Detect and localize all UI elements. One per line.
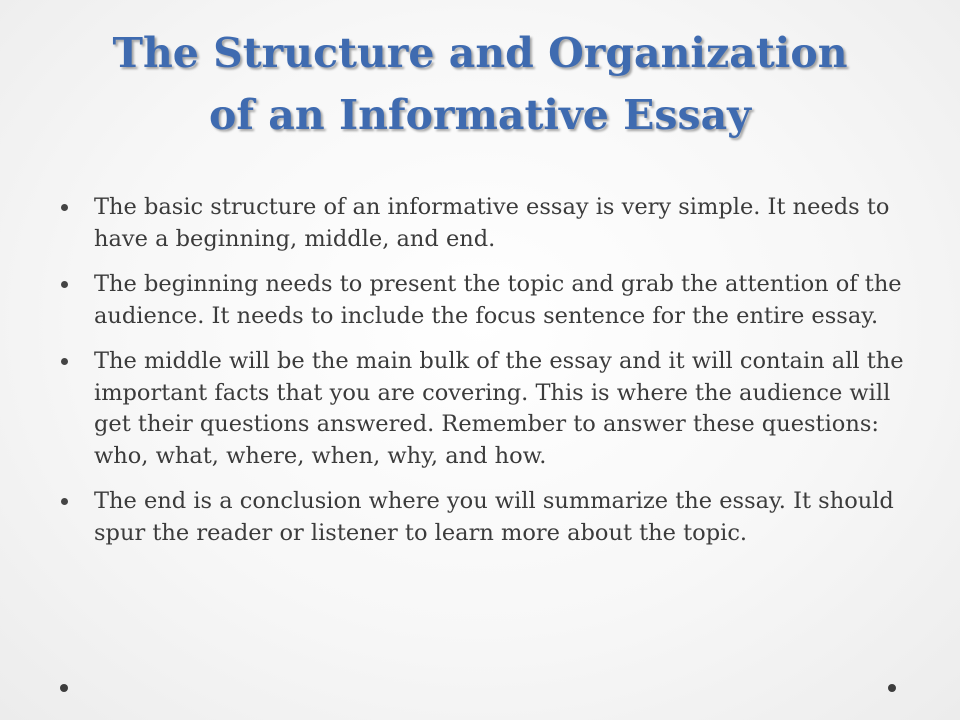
bullet-icon [61, 204, 68, 211]
bullet-list [56, 192, 912, 563]
title-line-1: The Structure and Organization [112, 29, 848, 77]
list-item [56, 486, 912, 549]
bullet-icon [61, 281, 68, 288]
bullet-text: The basic structure of an informative essay is very simple. It needs to have a beginning, middle, and end. [94, 194, 890, 252]
list-item [56, 346, 912, 472]
decorative-dot-icon [888, 684, 896, 692]
bullet-text: The end is a conclusion where you will summarize the essay. It should spur the reader or listener to learn more about the topic. [94, 488, 894, 546]
bullet-text: The beginning needs to present the topic and grab the attention of the audience. It needs to include the focus sentence for the entire essay. [94, 271, 902, 329]
bullet-icon [61, 498, 68, 505]
list-item [56, 192, 912, 255]
bullet-text: The middle will be the main bulk of the essay and it will contain all the important facts that you are covering. This is where the audience will get their questions answered. Remember to answer these questions: who, what, where, when, why, and how. [94, 348, 904, 469]
title-line-2: of an Informative Essay [209, 91, 751, 139]
bullet-icon [61, 358, 68, 365]
decorative-dot-icon [60, 684, 68, 692]
slide-title [40, 22, 920, 146]
list-item [56, 269, 912, 332]
